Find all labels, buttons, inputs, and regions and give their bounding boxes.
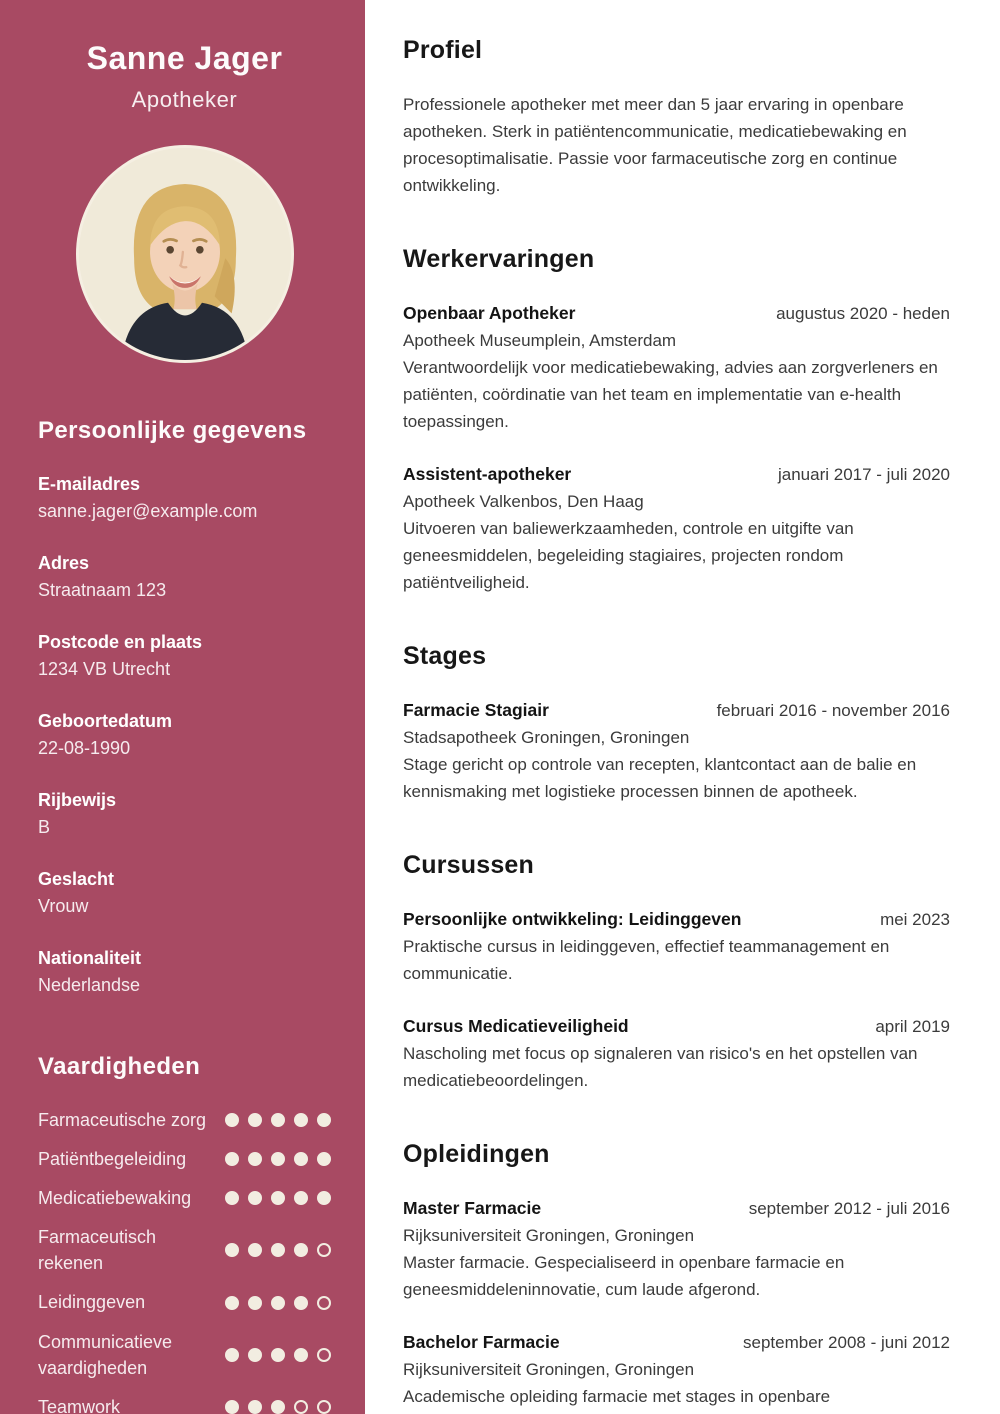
field-nationality [38, 945, 331, 999]
field-label: Adres [38, 553, 90, 573]
field-birthdate [38, 708, 331, 762]
entry-period: februari 2016 - november 2016 [716, 701, 950, 720]
entry-description: Academische opleiding farmacie met stages in openbare [403, 1387, 831, 1406]
entry-description: Uitvoeren van baliewerkzaamheden, controle en uitgifte van geneesmiddelen, begeleiding stagiaires, projecten rondom patiëntveiligheid. [403, 519, 854, 592]
entry-header [403, 697, 950, 724]
field-value: B [38, 817, 51, 837]
entry-title: Bachelor Farmacie [403, 1332, 560, 1352]
skill-label: Medicatiebewaking [38, 1188, 192, 1209]
entry-period: april 2019 [875, 1017, 950, 1036]
skill-dot-empty [317, 1400, 331, 1414]
skill-dot-filled [248, 1400, 262, 1414]
skill-label: Farmaceutisch rekenen [38, 1227, 157, 1274]
profile-photo [76, 145, 294, 363]
education-entry [403, 1195, 950, 1303]
sidebar [0, 0, 365, 1414]
skill-dot-empty [294, 1400, 308, 1414]
skill-dot-filled [271, 1191, 285, 1205]
skill-dot-filled [271, 1243, 285, 1257]
section-profile [403, 36, 950, 199]
skill-dot-filled [248, 1243, 262, 1257]
entry-header [403, 300, 950, 327]
field-value: Vrouw [38, 896, 89, 916]
skill-dot-filled [271, 1113, 285, 1127]
skill-label: Patiëntbegeleiding [38, 1149, 187, 1170]
course-entry [403, 1013, 950, 1094]
person-name: Sanne Jager [86, 40, 283, 76]
skill-dot-filled [225, 1191, 239, 1205]
skill-row [38, 1329, 331, 1381]
skill-dot-filled [271, 1296, 285, 1310]
section-courses [403, 851, 950, 1094]
skill-dot-filled [225, 1152, 239, 1166]
skill-dot-filled [248, 1348, 262, 1362]
entry-description: Verantwoordelijk voor medicatiebewaking, advies aan zorgverleners en patiënten, coördinatie van het team en implementatie van e-health toepassingen. [403, 358, 938, 431]
skills-heading: Vaardigheden [38, 1053, 201, 1080]
field-label: Nationaliteit [38, 948, 142, 968]
entry-period: september 2008 - juni 2012 [743, 1333, 950, 1352]
skill-dot-filled [271, 1348, 285, 1362]
section-work-experience [403, 245, 950, 596]
skill-row [38, 1107, 331, 1133]
field-email [38, 471, 331, 525]
entry-title: Master Farmacie [403, 1198, 542, 1218]
field-address [38, 550, 331, 604]
section-heading: Stages [403, 642, 487, 670]
skill-dot-filled [271, 1152, 285, 1166]
skill-rating [225, 1152, 331, 1166]
entry-organization: Apotheek Valkenbos, Den Haag [403, 492, 644, 511]
education-entry [403, 1329, 950, 1410]
skill-row [38, 1394, 331, 1414]
entry-description: Nascholing met focus op signaleren van risico's en het opstellen van medicatiebeoordelingen. [403, 1044, 918, 1090]
entry-organization: Rijksuniversiteit Groningen, Groningen [403, 1226, 695, 1245]
work-entry [403, 461, 950, 596]
entry-organization: Rijksuniversiteit Groningen, Groningen [403, 1360, 695, 1379]
section-education [403, 1140, 950, 1410]
entry-description: Stage gericht op controle van recepten, klantcontact aan de balie en kennismaking met logistieke processen binnen de apotheek. [403, 755, 917, 801]
skill-dot-filled [294, 1152, 308, 1166]
skill-dot-filled [294, 1191, 308, 1205]
skill-label: Farmaceutische zorg [38, 1110, 207, 1130]
section-internships [403, 642, 950, 805]
entry-description: Praktische cursus in leidinggeven, effectief teammanagement en communicatie. [403, 937, 890, 983]
section-heading: Opleidingen [403, 1140, 550, 1168]
skill-rating [225, 1348, 331, 1362]
skill-dot-filled [317, 1191, 331, 1205]
entry-header [403, 461, 950, 488]
sidebar-header [38, 40, 331, 363]
skill-dot-filled [248, 1296, 262, 1310]
profile-photo-circle [76, 145, 294, 363]
section-heading: Werkervaringen [403, 245, 595, 273]
skill-dot-filled [225, 1348, 239, 1362]
skill-dot-filled [225, 1296, 239, 1310]
entry-period: januari 2017 - juli 2020 [777, 465, 950, 484]
skill-dot-filled [294, 1296, 308, 1310]
entry-header [403, 1329, 950, 1356]
entry-title: Farmacie Stagiair [403, 700, 549, 720]
skill-label: Communicatieve vaardigheden [38, 1331, 173, 1378]
skill-dot-empty [317, 1348, 331, 1362]
course-entry [403, 906, 950, 987]
entry-title: Persoonlijke ontwikkeling: Leidinggeven [403, 909, 742, 929]
entry-header [403, 1195, 950, 1222]
entry-title: Openbaar Apotheker [403, 303, 576, 323]
skill-dot-filled [225, 1400, 239, 1414]
field-value: 1234 VB Utrecht [38, 659, 171, 679]
field-postcode-city [38, 629, 331, 683]
section-heading: Profiel [403, 36, 483, 64]
person-role: Apotheker [131, 87, 238, 112]
section-heading: Cursussen [403, 851, 535, 879]
skill-rating [225, 1400, 331, 1414]
field-value: Nederlandse [38, 975, 141, 995]
entry-period: mei 2023 [880, 910, 950, 929]
entry-organization: Apotheek Museumplein, Amsterdam [403, 331, 677, 350]
personal-details-heading: Persoonlijke gegevens [38, 417, 307, 444]
entry-header [403, 906, 950, 933]
skill-dot-filled [225, 1243, 239, 1257]
main-content [365, 0, 1000, 1414]
skill-dot-filled [294, 1113, 308, 1127]
field-value: Straatnaam 123 [38, 580, 167, 600]
skill-dot-filled [294, 1243, 308, 1257]
skill-label: Leidinggeven [38, 1292, 146, 1313]
skill-label: Teamwork [38, 1396, 121, 1414]
field-label: E-mailadres [38, 474, 141, 494]
entry-description: Master farmacie. Gespecialiseerd in openbare farmacie en geneesmiddeleninnovatie, cum laude afgerond. [403, 1253, 845, 1299]
skill-rating [225, 1191, 331, 1205]
skill-rating [225, 1113, 331, 1127]
field-drivers-license [38, 787, 331, 841]
entry-title: Cursus Medicatieveiligheid [403, 1016, 629, 1036]
skill-rating [225, 1296, 331, 1310]
field-label: Rijbewijs [38, 790, 117, 810]
internship-entry [403, 697, 950, 805]
skill-dot-empty [317, 1296, 331, 1310]
entry-period: september 2012 - juli 2016 [748, 1199, 950, 1218]
field-label: Geboortedatum [38, 711, 173, 731]
entry-organization: Stadsapotheek Groningen, Groningen [403, 728, 690, 747]
skill-row [38, 1289, 331, 1315]
skill-dot-filled [317, 1152, 331, 1166]
entry-header [403, 1013, 950, 1040]
skill-dot-filled [248, 1152, 262, 1166]
skill-rating [225, 1243, 331, 1257]
field-label: Geslacht [38, 869, 115, 889]
field-label: Postcode en plaats [38, 632, 203, 652]
skill-row [38, 1146, 331, 1172]
field-gender [38, 866, 331, 920]
skill-dot-filled [271, 1400, 285, 1414]
skill-dot-filled [225, 1113, 239, 1127]
entry-period: augustus 2020 - heden [776, 304, 950, 323]
profile-text: Professionele apotheker met meer dan 5 jaar ervaring in openbare apotheken. Sterk in patiëntencommunicatie, medicatiebewaking en procesoptimalisatie. Passie voor farmaceutische zorg en continue ontwikkeling. [403, 95, 907, 195]
skill-dot-filled [294, 1348, 308, 1362]
entry-title: Assistent-apotheker [403, 464, 572, 484]
skill-dot-filled [317, 1113, 331, 1127]
skill-dot-filled [248, 1113, 262, 1127]
field-value: 22-08-1990 [38, 738, 131, 758]
work-entry [403, 300, 950, 435]
portrait-illustration [79, 148, 291, 360]
skill-row [38, 1185, 331, 1211]
skill-dot-filled [248, 1191, 262, 1205]
skill-dot-empty [317, 1243, 331, 1257]
field-value: sanne.jager@example.com [38, 501, 258, 521]
skill-row [38, 1224, 331, 1276]
